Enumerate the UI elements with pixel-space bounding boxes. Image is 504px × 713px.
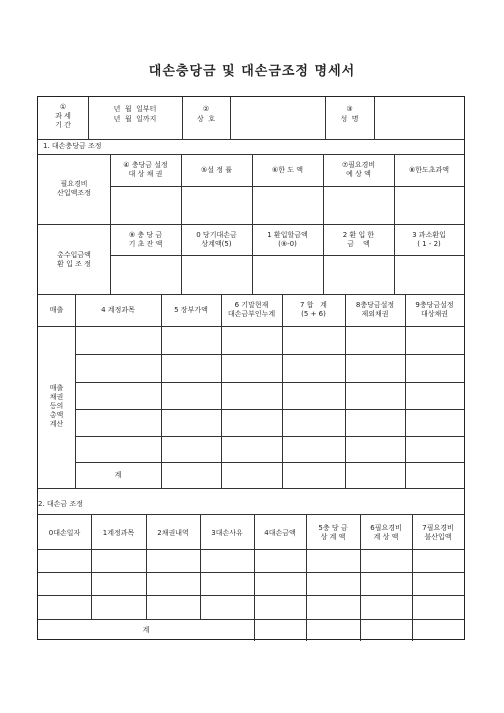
row-a-header: ⑧한도초과액 — [408, 166, 450, 174]
grid-line — [282, 294, 283, 488]
period-from: 년 월 일부터 — [113, 105, 157, 113]
period-number: ① — [59, 103, 67, 111]
sec2-header: 0대손일자 — [48, 529, 81, 537]
grid-line — [38, 294, 464, 295]
grid-line — [75, 382, 464, 383]
grid-line — [110, 186, 464, 187]
sales-header: 6 기말현재 대손금부인누계 — [227, 301, 276, 318]
name-label: 성 명 — [340, 115, 359, 123]
sec2-total-label: 계 — [142, 626, 150, 634]
grid-line — [75, 409, 464, 410]
section1-title: 1. 대손충당금 조정 — [43, 142, 102, 150]
grid-line — [38, 619, 464, 620]
grid-line — [75, 294, 76, 488]
period-to: 년 월 일까지 — [113, 115, 157, 123]
sec2-header: 2채권내역 — [157, 529, 189, 537]
row-b-header: 1 환입할금액 (⑨-0) — [267, 231, 308, 248]
company-number: ② — [202, 105, 210, 113]
statement-form — [37, 96, 465, 640]
grid-line — [161, 294, 162, 488]
grid-line — [38, 488, 464, 489]
sales-header: 5 장부가액 — [174, 306, 208, 314]
row-b-header: 2 환 입 한 금 액 — [342, 231, 375, 248]
name-number: ③ — [346, 105, 353, 113]
grid-line — [75, 462, 464, 463]
section2-title: 2. 대손금 조정 — [38, 500, 83, 508]
grid-line — [38, 595, 464, 596]
grid-line — [38, 154, 464, 155]
sec2-header: 4대손금액 — [264, 529, 296, 537]
row-a-label: 필요경비 산입액조정 — [57, 180, 91, 197]
grid-line — [38, 572, 464, 573]
row-b-label: 총수입금액 환 입 조 정 — [57, 251, 91, 268]
row-a-header: ⑤설 정 률 — [200, 166, 232, 174]
row-b-header: 3 과소환입 ( 1 - 2) — [412, 231, 446, 248]
grid-line — [38, 514, 464, 515]
row-b-header: 0 당기대손금 상계액(5) — [196, 231, 237, 248]
sales-header: 8충당금설정 제외채권 — [355, 301, 395, 318]
sec2-header: 6필요경비 계 상 액 — [370, 524, 402, 541]
sales-col-label: 매출 — [49, 306, 64, 314]
sales-header: 7 합 계 (5 + 6) — [300, 301, 327, 318]
sec2-header: 3대손사유 — [211, 529, 243, 537]
grid-line — [110, 255, 464, 256]
grid-line — [345, 294, 346, 488]
row-a-header: ⑥한 도 액 — [271, 166, 303, 174]
row-a-header: ⑦필요경비 예 상 액 — [341, 161, 376, 178]
grid-line — [405, 294, 406, 488]
grid-line — [221, 294, 222, 488]
sec2-header: 1계정과목 — [102, 529, 135, 537]
grid-line — [38, 224, 464, 225]
grid-line — [38, 326, 464, 327]
grid-line — [38, 549, 464, 550]
grid-line — [230, 97, 231, 139]
sales-side-label: 매출 채권 등의 총액 계산 — [49, 384, 64, 428]
sales-header: 9충당금설정 대상채권 — [415, 301, 454, 318]
sec2-header: 7필요경비 불산입액 — [422, 524, 454, 541]
sales-total-label: 계 — [114, 471, 122, 479]
sales-header: 4 계정과목 — [101, 306, 135, 314]
period-label: 과 세 기 간 — [55, 112, 71, 129]
row-b-header: ⑨ 충 당 금 기 초 잔 액 — [128, 231, 163, 248]
sec2-header: 5충 당 금 상 계 액 — [318, 524, 348, 541]
company-label: 상 호 — [197, 115, 215, 123]
document-title: 대손충당금 및 대손금조정 명세서 — [148, 64, 356, 79]
row-a-header: ④ 충당금 설정 대 상 채 권 — [123, 161, 168, 178]
grid-line — [75, 354, 464, 355]
grid-line — [38, 139, 464, 140]
grid-line — [75, 436, 464, 437]
grid-line — [374, 97, 375, 139]
